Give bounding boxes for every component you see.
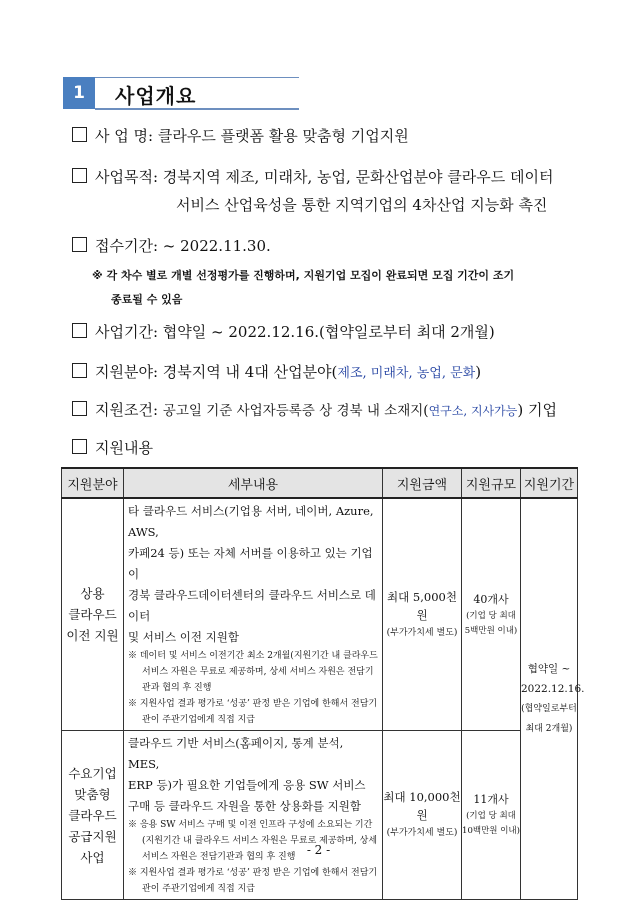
header-scale: 지원규모 <box>462 468 521 498</box>
detail-cell <box>124 731 383 900</box>
amount-cell <box>383 498 462 731</box>
scale-note: 10백만원 이내) <box>462 826 520 836</box>
amount-note: (부가가치세 별도) <box>386 627 458 638</box>
checkbox-square-icon <box>72 323 87 338</box>
item-value: ~ 2022.11.30. <box>162 237 271 255</box>
field-highlight: 제조, 미래차, 농업, 문화 <box>337 366 476 381</box>
detail-note: ※ 지원사업 결과 평가로 ‘성공’ 판정 받은 기업에 한해서 전담기관이 주관기업에게 직접 지급 <box>128 868 378 894</box>
category-line: 공급지원 <box>68 828 117 844</box>
item-field <box>72 362 481 384</box>
header-field: 지원분야 <box>62 468 124 498</box>
detail-line: 경북 클라우드데이터센터의 클라우드 서비스로 데이터 <box>128 588 376 623</box>
category-line: 클라우드 <box>68 807 117 823</box>
checkbox-square-icon <box>72 127 87 142</box>
detail-line: 타 클라우드 서비스(기업용 서버, 네이버, Azure, AWS, <box>128 504 374 539</box>
period-cell <box>521 498 585 900</box>
table-row <box>62 731 578 900</box>
item-condition <box>72 400 557 421</box>
item-reception <box>72 236 271 256</box>
checkbox-square-icon <box>72 439 87 454</box>
category-line: 상용 <box>80 586 105 601</box>
detail-note: ※ 응용 SW 서비스 구매 및 이전 인프라 구성에 소요되는 기간(지원기간 내 클라우드 서비스 자원은 무료로 제공하며, 상세 서비스 자원은 전담기관과 협의 후 진행 <box>128 820 378 862</box>
section-rule-top <box>95 77 299 78</box>
detail-note: ※ 지원사업 결과 평가로 ‘성공’ 판정 받은 기업에 한해서 전담기관이 주관기업에게 직접 지급 <box>128 699 378 725</box>
item-label: 사업목적: <box>95 168 159 186</box>
checkbox-square-icon <box>72 237 87 252</box>
item-purpose <box>72 167 553 187</box>
condition-suffix: ) 기업 <box>517 401 557 419</box>
amount-cell <box>383 731 462 900</box>
period-line: 협약일 ~ <box>527 663 571 675</box>
category-cell <box>62 731 124 900</box>
item-value: 경북지역 내 4대 산업분야( <box>162 363 338 381</box>
category-line: 맞춤형 <box>74 786 111 802</box>
category-line: 이전 지원 <box>66 628 119 643</box>
amount-value: 최대 10,000천원 <box>383 790 461 822</box>
amount-value: 최대 5,000천원 <box>387 589 457 622</box>
detail-line: ERP 등)가 필요한 기업들에게 응용 SW 서비스 <box>128 778 366 792</box>
category-line: 사업 <box>80 849 105 865</box>
item-label: 사 업 명: <box>95 127 154 145</box>
period-line: 최대 2개월) <box>525 724 573 734</box>
reception-note-line1: ※ 각 차수 별로 개별 선정평가를 진행하며, 지원기업 모집이 완료되면 모집 기간이 조기 <box>92 269 515 282</box>
item-period <box>72 322 495 342</box>
condition-highlight: 연구소, 지사가능 <box>428 404 518 418</box>
item-business-name <box>72 126 409 146</box>
detail-line: 카페24 등) 또는 자체 서버를 이용하고 있는 기업이 <box>128 546 373 581</box>
checkbox-square-icon <box>72 168 87 183</box>
scale-cell <box>462 731 521 900</box>
scale-note: 5백만원 이내) <box>464 625 518 636</box>
header-period: 지원기간 <box>521 468 578 498</box>
detail-line: 및 서비스 이전 지원함 <box>128 630 239 644</box>
section-title: 사업개요 <box>115 84 197 108</box>
table-row <box>62 498 578 731</box>
scale-value: 11개사 <box>473 793 509 806</box>
detail-note: ※ 데이터 및 서비스 이전기간 최소 2개월(지원기간 내 클라우드 서비스 자원은 무료로 제공하며, 상세 서비스 자원은 전담기관과 협의 후 진행 <box>128 651 378 693</box>
item-content <box>72 438 153 458</box>
section-header <box>63 77 299 109</box>
category-cell <box>62 498 124 731</box>
item-value: 클라우드 플랫폼 활용 맞춤형 기업지원 <box>157 127 409 145</box>
item-label: 지원내용 <box>95 439 153 457</box>
support-table <box>61 467 585 900</box>
category-line: 클라우드 <box>68 607 117 622</box>
detail-cell <box>124 498 383 731</box>
page-number: - 2 - <box>306 843 331 857</box>
reception-note-line2: 종료될 수 있음 <box>111 293 183 306</box>
detail-line: 구매 등 클라우드 자원을 통한 상용화를 지원함 <box>128 799 362 813</box>
category-line: 수요기업 <box>68 765 117 781</box>
detail-line: 클라우드 기반 서비스(홈페이지, 통계 분석, MES, <box>128 736 344 771</box>
item-label: 지원조건: <box>95 401 159 419</box>
item-purpose-line2: 서비스 산업육성을 통한 지역기업의 4차산업 지능화 촉진 <box>176 196 548 214</box>
item-label: 접수기간: <box>95 237 159 255</box>
scale-cell <box>462 498 521 731</box>
table-header-row <box>62 468 578 498</box>
item-value: 협약일 ~ 2022.12.16.(협약일로부터 최대 2개월) <box>162 323 495 341</box>
period-line: 2022.12.16. <box>521 683 585 695</box>
period-line: (협약일로부터 <box>521 704 577 714</box>
item-label: 지원분야: <box>95 363 159 381</box>
amount-note: (부가가치세 별도) <box>386 828 458 838</box>
item-label: 사업기간: <box>95 323 159 341</box>
header-amount: 지원금액 <box>383 468 462 498</box>
section-rule-bottom <box>95 108 299 110</box>
item-value: 공고일 기준 사업자등록증 상 경북 내 소재지( <box>162 403 429 419</box>
section-number: 1 <box>63 77 95 109</box>
checkbox-square-icon <box>72 401 87 416</box>
header-detail: 세부내용 <box>124 468 383 498</box>
checkbox-square-icon <box>72 363 87 378</box>
scale-note: (기업 당 최대 <box>466 610 516 621</box>
scale-value: 40개사 <box>473 592 509 606</box>
field-suffix: ) <box>475 363 482 381</box>
scale-note: (기업 당 최대 <box>466 811 516 821</box>
item-value: 경북지역 제조, 미래차, 농업, 문화산업분야 클라우드 데이터 <box>162 168 554 186</box>
